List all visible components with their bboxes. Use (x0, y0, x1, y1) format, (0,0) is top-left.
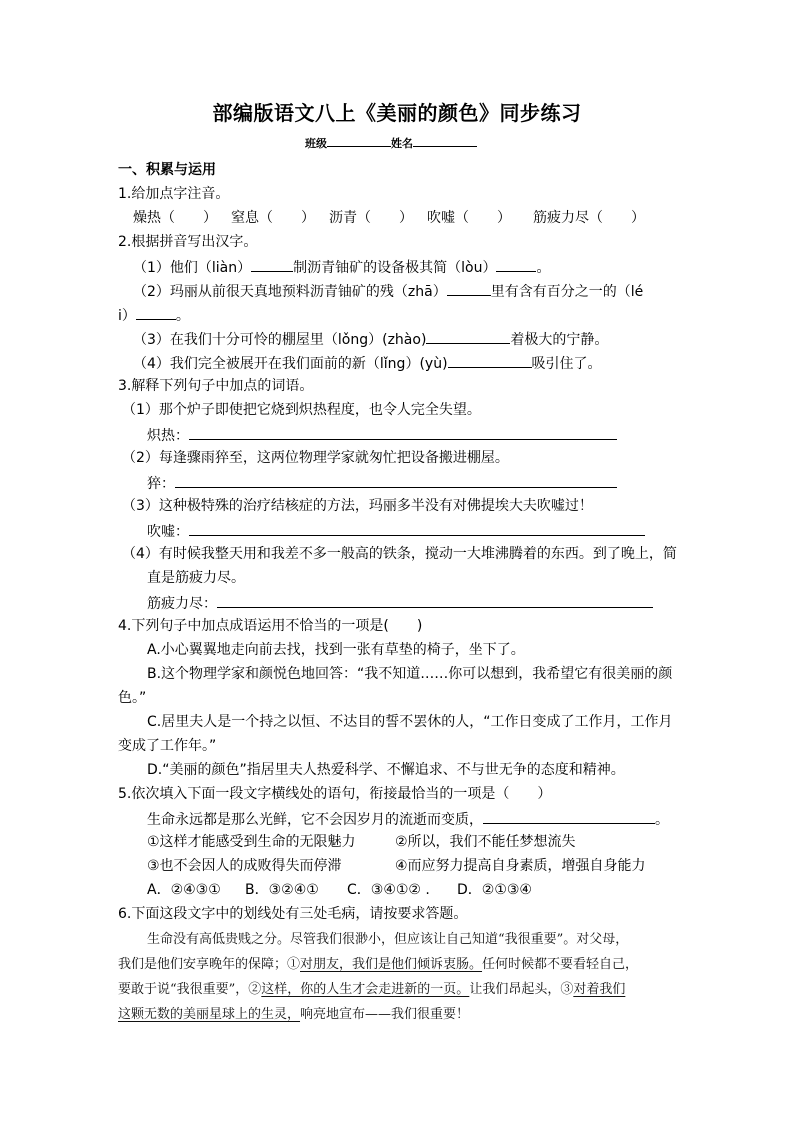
question-3-sentence-3: （3）这种极特殊的治疗结核症的方法，玛丽多半没有对佛提埃大夫吹嘘过！ (122, 498, 593, 514)
class-blank[interactable] (327, 134, 391, 147)
question-5-options-row-2 (147, 856, 646, 876)
passage-line-2 (118, 955, 638, 975)
choice-b[interactable]: B．③②④① (245, 882, 319, 898)
question-2-stem: 2.根据拼音写出汉字。 (118, 234, 258, 250)
answer-blank[interactable] (483, 808, 655, 824)
passage-text: 我们是他们安享晚年的保障；① (118, 957, 301, 972)
class-label: 班级 (305, 137, 327, 150)
question-3-sentence-4a: （4）有时候我整天用和我差不多一般高的铁条，搅动一大堆沸腾着的东西。到了晚上，简 (122, 546, 677, 562)
name-label: 姓名 (391, 137, 413, 150)
question-4-option-c[interactable]: C.居里夫人是一个持之以恒、不达目的誓不罢休的人，“工作日变成了工作月，工作月 (147, 714, 673, 730)
question-3-answer-4 (147, 592, 653, 614)
header-fields (305, 134, 477, 154)
answer-line[interactable] (175, 472, 617, 488)
question-4-option-c-cont: 变成了工作年。” (118, 738, 217, 754)
answer-blank[interactable] (426, 328, 510, 344)
section-heading: 一、积累与运用 (118, 162, 216, 178)
passage-text: 任何时候都不要看轻自己， (482, 957, 639, 972)
q2-text: （4）我们完全被展开在我们面前的新（lǐng）(yù) (133, 356, 448, 372)
question-2-line-3 (118, 304, 190, 326)
question-6-stem: 6.下面这段文字中的划线处有三处毛病，请按要求答题。 (118, 906, 468, 922)
question-2-line-4 (133, 328, 608, 350)
pinyin-item-3[interactable]: 沥青（ ） (329, 210, 413, 226)
term-label: 筋疲力尽： (147, 596, 217, 612)
q2-text: i） (118, 308, 136, 324)
q2-text: （1）他们（liàn） (133, 260, 252, 276)
question-4-option-b[interactable]: B.这个物理学家和颜悦色地回答：“我不知道……你可以想到，我希望它有很美丽的颜 (147, 666, 673, 682)
question-4-stem: 4.下列句子中加点成语运用不恰当的一项是( ) (118, 618, 423, 634)
question-3-answer-1 (147, 424, 617, 446)
answer-line[interactable] (217, 592, 653, 608)
answer-blank[interactable] (251, 256, 293, 272)
passage-text: 让我们昂起头，③ (469, 982, 574, 997)
answer-blank[interactable] (496, 256, 536, 272)
q2-text: 制沥青铀矿的设备极其简（lòu） (293, 260, 497, 276)
q2-text: 。 (536, 260, 551, 276)
passage-text: 响亮地宣布——我们很重要！ (300, 1007, 470, 1022)
choice-c[interactable]: C．③④①② . (347, 882, 430, 898)
pinyin-item-4[interactable]: 吹嘘（ ） (427, 210, 511, 226)
q2-text: （2）玛丽从前很天真地预料沥青铀矿的残（zhā） (133, 284, 447, 300)
pinyin-item-1[interactable]: 燥热（ ） (133, 210, 217, 226)
passage-text: 要敢于说“我很重要”，② (118, 982, 262, 997)
q5-option-1: ①这样才能感受到生命的无限魅力 (147, 834, 356, 850)
pinyin-item-2[interactable]: 窒息（ ） (231, 210, 315, 226)
question-5-choices (147, 880, 532, 900)
question-1-stem: 1.给加点字注音。 (118, 186, 230, 202)
q2-text: 吸引住了。 (531, 356, 602, 372)
pinyin-item-5[interactable]: 筋疲力尽（ ） (533, 210, 645, 226)
q2-text: 里有含有百分之一的（lé (490, 284, 644, 300)
term-label: 炽热： (147, 428, 189, 444)
question-5-options-row-1 (147, 832, 576, 852)
q5-text: 。 (655, 812, 669, 828)
question-4-option-a[interactable]: A.小心翼翼地走向前去找，找到一张有草垫的椅子，坐下了。 (147, 642, 525, 658)
answer-line[interactable] (189, 424, 617, 440)
question-3-answer-3 (147, 520, 645, 542)
term-label: 猝： (147, 476, 175, 492)
answer-line[interactable] (189, 520, 645, 536)
q2-text: 。 (175, 308, 190, 324)
underlined-error-1: 对朋友，我们是他们倾诉衷肠。 (300, 957, 483, 972)
question-5-sentence (147, 808, 669, 830)
answer-blank[interactable] (136, 304, 176, 320)
q5-option-3: ③也不会因人的成败得失而停滞 (147, 858, 342, 874)
q2-text: （3）在我们十分可怜的棚屋里（lǒng）(zhào) (133, 332, 427, 348)
question-3-sentence-4b: 直是筋疲力尽。 (147, 570, 245, 586)
q2-text: 着极大的宁静。 (510, 332, 609, 348)
question-3-answer-2 (147, 472, 617, 494)
answer-blank[interactable] (448, 352, 532, 368)
q5-option-4: ④而应努力提高自身素质，增强自身能力 (395, 858, 646, 874)
question-1-items (133, 208, 645, 228)
page-title: 部编版语文八上《美丽的颜色》同步练习 (212, 101, 582, 125)
question-5-stem: 5.依次填入下面一段文字横线处的语句，衔接最恰当的一项是（ ） (118, 786, 552, 802)
choice-d[interactable]: D．②①③④ (457, 882, 532, 898)
question-2-line-2 (133, 280, 643, 302)
question-2-line-1 (133, 256, 550, 278)
question-3-sentence-2: （2）每逢骤雨猝至，这两位物理学家就匆忙把设备搬进棚屋。 (122, 450, 509, 466)
passage-line-4 (118, 1005, 469, 1025)
term-label: 吹嘘： (147, 524, 189, 540)
question-3-sentence-1: （1）那个炉子即使把它烧到炽热程度，也令人完全失望。 (122, 402, 481, 418)
choice-a[interactable]: A．②④③① (147, 882, 221, 898)
underlined-error-3-cont: 这颗无数的美丽星球上的生灵， (118, 1007, 301, 1022)
q5-option-2: ②所以，我们不能任梦想流失 (395, 834, 576, 850)
question-2-line-5 (133, 352, 602, 374)
underlined-error-2: 这样，你的人生才会走进新的一页。 (261, 982, 470, 997)
passage-line-3 (118, 980, 625, 1000)
answer-blank[interactable] (447, 280, 491, 296)
question-4-option-b-cont: 色。” (118, 690, 147, 706)
underlined-error-3: 对着我们 (573, 982, 626, 997)
passage-line-1: 生命没有高低贵贱之分。尽管我们很渺小，但应该让自己知道“我很重要”。对父母， (147, 932, 629, 947)
question-3-stem: 3.解释下列句子中加点的词语。 (118, 378, 314, 394)
name-blank[interactable] (413, 134, 477, 147)
q5-text: 生命永远都是那么光鲜，它不会因岁月的流逝而变质， (147, 812, 483, 828)
question-4-option-d[interactable]: D.“美丽的颜色”指居里夫人热爱科学、不懈追求、不与世无争的态度和精神。 (147, 762, 625, 778)
